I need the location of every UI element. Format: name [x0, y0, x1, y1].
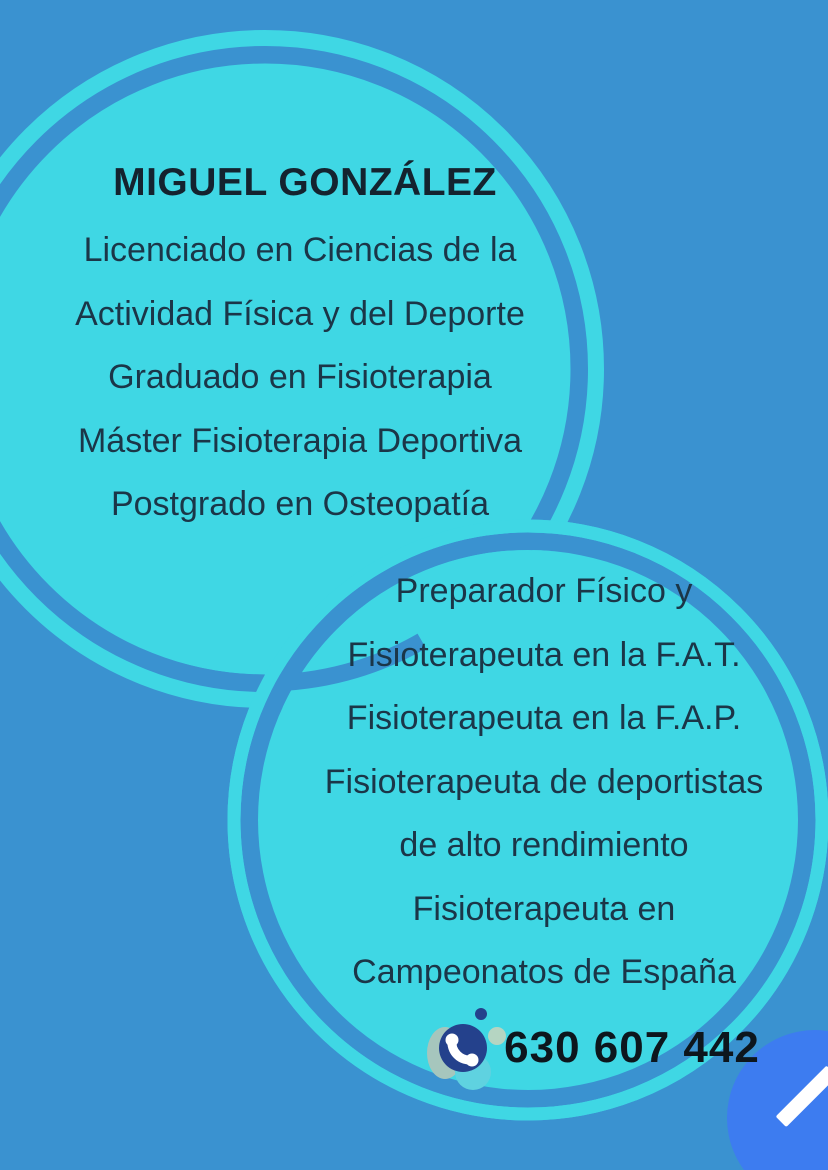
- credential-line: Máster Fisioterapia Deportiva: [77, 421, 523, 460]
- credential-line: Postgrado en Osteopatía: [110, 485, 490, 523]
- role-line: Fisioterapeuta en la F.A.T.: [347, 635, 741, 674]
- phone-icon-dot: [475, 1008, 487, 1020]
- phone-icon-circle: [439, 1024, 487, 1072]
- phone-number[interactable]: 630 607 442: [504, 1023, 760, 1072]
- phone-handset-mouth: [466, 1054, 479, 1067]
- phone-handset-ear: [446, 1034, 459, 1047]
- role-line: Preparador Físico y: [395, 572, 693, 610]
- credential-line: Licenciado en Ciencias de la: [83, 231, 517, 269]
- roles-block: [224, 560, 828, 1005]
- role-line: Fisioterapeuta de deportistas: [324, 762, 764, 801]
- person-name: MIGUEL GONZÁLEZ: [113, 161, 497, 204]
- role-line: Fisioterapeuta en la F.A.P.: [346, 699, 742, 737]
- role-line: Fisioterapeuta en: [412, 889, 676, 928]
- role-line: Campeonatos de España: [352, 953, 736, 991]
- credentials-block: [0, 219, 610, 537]
- credential-line: Actividad Física y del Deporte: [75, 294, 525, 333]
- credential-line: Graduado en Fisioterapia: [108, 358, 492, 396]
- role-line: de alto rendimiento: [399, 826, 689, 864]
